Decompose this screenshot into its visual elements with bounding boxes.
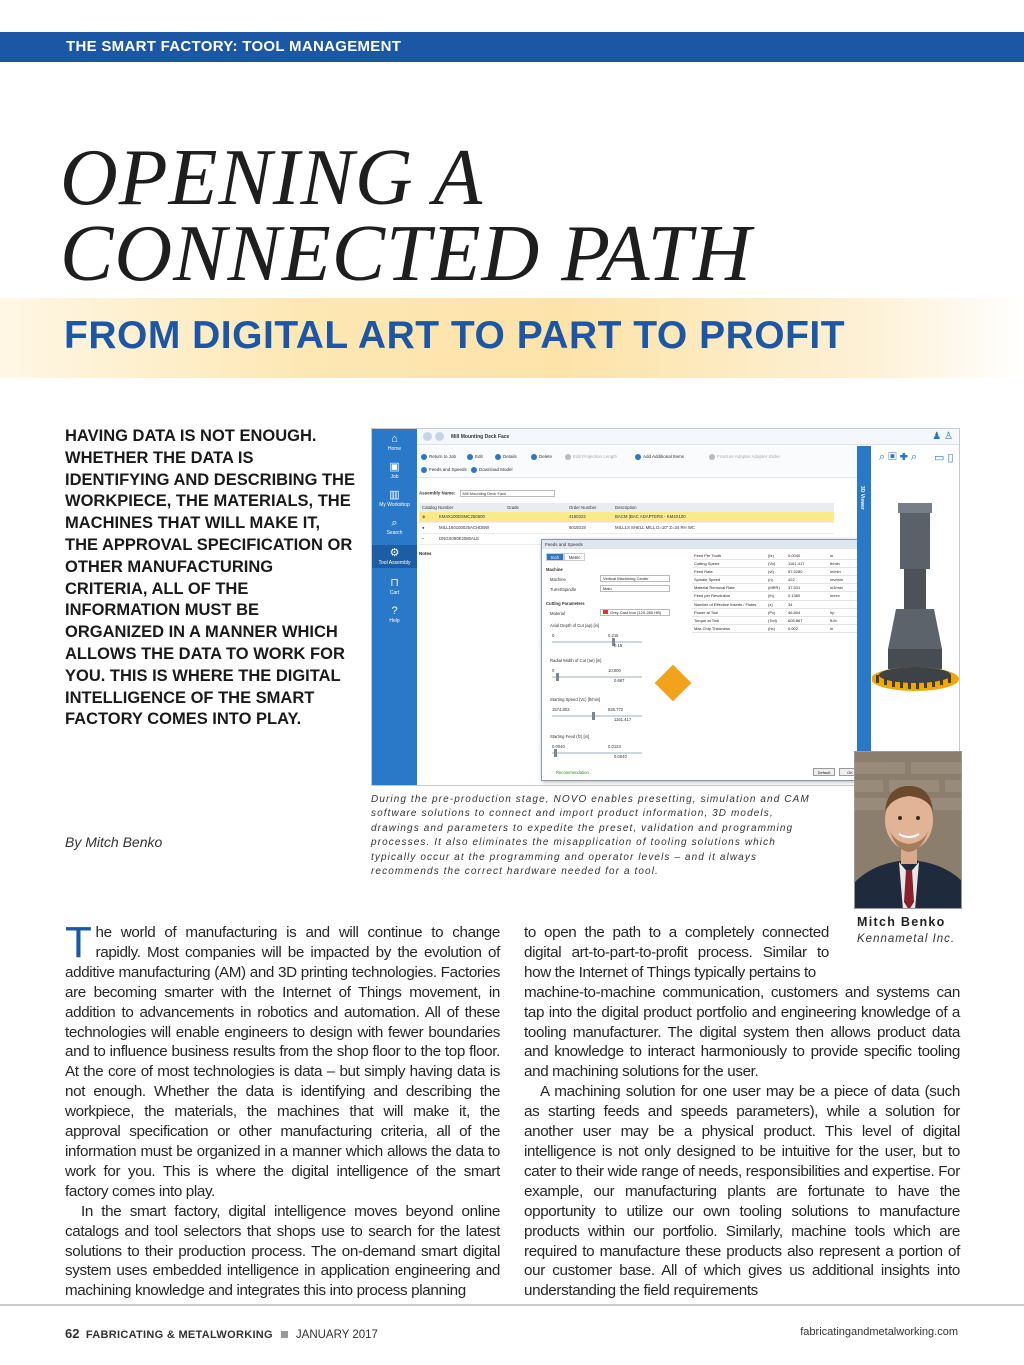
table-row: ● MILL160100025ACHDBW 6019319 MILL1S SHELL MILL D=10" Z=34 RH WC <box>419 523 834 534</box>
download-model-button: Download Model <box>471 467 513 473</box>
viewer-tab <box>857 446 871 781</box>
turret-select: Main <box>600 585 670 592</box>
grid-header: Catalog Number Grade Order Number Description <box>419 503 834 512</box>
separator-square-icon <box>281 1331 288 1338</box>
forward-icon <box>435 432 444 441</box>
assembly-name-field: Mill Mounting Deck Face <box>460 490 555 497</box>
dialog-title: Feeds and Speeds <box>542 540 865 549</box>
body-paragraph-wrap: to open the path to a completely connected digital art-to-part-to-profit process. Similar to how the Internet of Things typically pertains to <box>524 924 829 981</box>
app-title-bar <box>417 429 960 445</box>
app-main <box>417 429 960 785</box>
sidebar-item-cart: ⊓ Cart <box>372 577 417 596</box>
software-screenshot <box>371 428 960 786</box>
sidebar-item-tool-assembly: ⚙ Tool Assembly <box>372 545 417 568</box>
back-icon <box>423 432 432 441</box>
body-column-1 <box>65 918 500 1301</box>
section-label: THE SMART FACTORY: TOOL MANAGEMENT <box>66 38 402 55</box>
tab-metric: Metric <box>564 553 585 561</box>
table-row: ◆ KM4X100DSMC250600 4160322 BACM (BAC ADAPTERS - KM4X100 <box>419 512 834 523</box>
results-table: Feed Per Tooth (fz) 0.0040 in Cutting Speed (Vc) 1161.417 ft/min Feed Rate (vf) 57.5280 in/min Spindle Speed (n) 422 rev/min Material Removal Rate (MRR) 37.531 in3/min Feed per Revolution (fn) 0.1360 in/rev Number of Effective Inserts / Flutes (z) 34 Power at Tool (Pc) 46.804 hp Torque at Tool (Tcd) 605.867 ft-lb Max Chip Thickness (hx) 0.002 in <box>692 552 864 633</box>
tab-inch: Inch <box>546 553 564 561</box>
author-portrait <box>855 752 962 909</box>
author-photo <box>854 751 962 909</box>
app-sidebar <box>372 429 417 785</box>
feeds-speeds-dialog: Feeds and Speeds Inch Metric Machine Machine Vertical Machining Center Turret/Spindle Main Cutting Parameters Material Grey Cast Iron (120-280 HB) Axial Depth of Cut (ap) [in] 0 0.215 0.15 Radial Width of Cut (ae) [in] 0 10.000 0.667 Starting Speed (Vc) [ft/min] 1574.803 826.772 1161.417 Starting Feed (fz) [in] 0.0040 0.0124 0.0040 Recommendation Feed Per Tooth (fz) 0.0040 in Cutting Speed (Vc) 1161.417 ft/min Feed Rate (vf) 57.5280 in/min Spindle Speed (n) 422 rev/min Material Removal Rate (MRR) 37.531 in3/min Feed per Revolution (fn) 0.1360 in/rev Number of Effective Inserts / Flutes (z) 34 Power at Tool (Pc) 46.804 hp Torque at Tool (Tcd) 605.867 ft-lb Max Chip Thickness (hx) 0.002 in Default OK <box>541 539 866 781</box>
website-link[interactable]: fabricatingandmetalworking.com <box>800 1326 958 1338</box>
author-name: Mitch Benko <box>857 915 946 929</box>
material-select: Grey Cast Iron (120-280 HB) <box>600 609 670 616</box>
sidebar-item-help: ? Help <box>372 605 417 624</box>
edit-projection-length-button: Edit Projection Length <box>565 454 617 460</box>
default-button: Default <box>813 768 835 776</box>
table-row: ▪ DNGX090K2080ALE <box>419 534 834 545</box>
gear-icon: ⚙ <box>389 547 400 559</box>
briefcase-icon: ▣ <box>389 461 400 473</box>
sidebar-item-search: ⌕ Search <box>372 517 417 536</box>
body-paragraph: machine-to-machine communication, customers and systems can tap into the digital product portfolio and engineering knowledge of a tooling manufacturer. The digital system then allows product data and knowledge to interact harmoniously to provide specific tooling and machining solutions for the user. <box>524 983 960 1081</box>
edit-button: Edit <box>467 454 483 460</box>
drop-cap: T <box>65 918 92 967</box>
page-number: 62 <box>65 1326 80 1341</box>
window-title: Mill Mounting Deck Face <box>451 434 510 440</box>
cart-icon: ⊓ <box>390 577 399 589</box>
feeds-speeds-button: Feeds and Speeds <box>421 467 467 473</box>
body-column-2 <box>524 923 960 1301</box>
lead-paragraph: HAVING DATA IS NOT ENOUGH. WHETHER THE DATA IS IDENTIFYING AND DESCRIBING THE WORKPIECE, THE MATERIALS, THE MACHINES THAT WILL MAKE IT, THE APPROVAL SPECIFICATION OR OTHER MANUFACTURING CRITERIA, ALL OF THE INFORMATION MUST BE ORGANIZED IN A MANNER WHICH ALLOWS THE DATA TO WORK FOR YOU. THIS IS WHERE THE DIGITAL INTELLIGENCE OF THE SMART FACTORY COMES INTO PLAY. <box>65 427 355 729</box>
notes-label: Notes <box>419 551 432 556</box>
viewer-zoom-icons: ⌕ ▣ ✚ ⌕ <box>879 451 918 463</box>
body-paragraph: A machining solution for one user may be a piece of data (such as starting feeds and speeds parameters), while a solution for another user may be a physical product. This level of digital intelligence is not only designed to be intuitive for the user, but to cater to their wide range of needs, responsibilities and expertise. For example, our manufacturing plants are fortunate to have the opportunity to utilize our own tooling solutions to manufacture products within our portfolio. Similarly, machine tools which are required to manufacture these products also represent a portion of our customer base. All of which gives us additional insights into understanding the field requirements <box>524 1083 960 1300</box>
sidebar-item-job: ▣ Job <box>372 461 417 480</box>
body-paragraph: The world of manufacturing is and will continue to change rapidly. Most companies will be impacted by the evolution of additive manufacturing (AM) and 3D printing technologies. Factories are becoming smarter with the Internet of Things movement, in addition to advancements in robotics and automation. All of these technologies will enable engineers to design with fewer boundaries and to influence business results from the shop floor to the top floor. At the core of most technologies is data – but simply having data is not enough. Whether the data is identifying and describing the workpiece, the materials, the machines that will make it, the approval specification or other manufacturing criteria, all of the information must be organized in a manner which allows the data to work for you. This is where the digital intelligence of the smart factory comes into play. <box>65 918 500 1200</box>
sidebar-item-workshop: ▥ My Workshop <box>372 489 417 508</box>
add-items-button: Add Additional Items <box>635 454 684 460</box>
headline <box>60 134 960 298</box>
app-toolbar <box>417 446 857 478</box>
fracture-adapter-button: Fracture Adapter Adapter Slider <box>709 454 780 460</box>
depth-slider <box>552 641 642 643</box>
return-to-job-button: Return to Job <box>421 454 456 460</box>
viewer-label: 3D Viewer <box>859 486 865 510</box>
user-icons: ♟ ♙ <box>932 431 953 442</box>
figure-caption: During the pre-production stage, NOVO enables presetting, simulation and CAM software solutions to connect and import product information, 3D models, drawings and parameters to expedite the preset, validation and programming processes. It also eliminates the misapplication of tooling solutions which typically occur at the programming and operator levels – and it always recommends the correct hardware needed for a tool. <box>371 794 810 878</box>
workshop-icon: ▥ <box>389 489 400 501</box>
footer-left <box>65 1326 378 1341</box>
headline-line-2: CONNECTED PATH <box>60 210 752 298</box>
feed-slider <box>552 752 642 754</box>
sidebar-item-home: ⌂ Home <box>372 433 417 452</box>
tool-3d-model <box>872 489 960 749</box>
width-slider <box>552 676 642 678</box>
issue-date: JANUARY 2017 <box>295 1329 378 1341</box>
byline: By Mitch Benko <box>65 834 163 850</box>
body-paragraph: In the smart factory, digital intelligence moves beyond online catalogs and tool selectors that shops use to search for the latest solutions to their production process. The on-demand smart digital system uses embedded intelligence in application engineering and machining knowledge and integrates this into process planning <box>65 1202 500 1300</box>
assembly-name-row: Assembly Name: Mill Mounting Deck Face <box>419 490 555 497</box>
tool-orientation-icon <box>655 665 692 702</box>
details-button: Details <box>495 454 517 460</box>
magazine-name: FABRICATING & METALWORKING <box>85 1329 273 1341</box>
ok-button: OK <box>839 768 861 776</box>
headline-line-1: OPENING A <box>60 134 484 222</box>
machine-select: Vertical Machining Center <box>600 575 670 582</box>
search-icon: ⌕ <box>391 517 398 529</box>
author-company: Kennametal Inc. <box>857 933 956 945</box>
delete-button: Delete <box>531 454 552 460</box>
subtitle: FROM DIGITAL ART TO PART TO PROFIT <box>64 314 846 357</box>
footer-rule <box>0 1304 1024 1306</box>
viewer-window-icons: ▭ ▯ <box>934 452 954 464</box>
help-icon: ? <box>391 605 398 617</box>
home-icon: ⌂ <box>391 433 398 445</box>
